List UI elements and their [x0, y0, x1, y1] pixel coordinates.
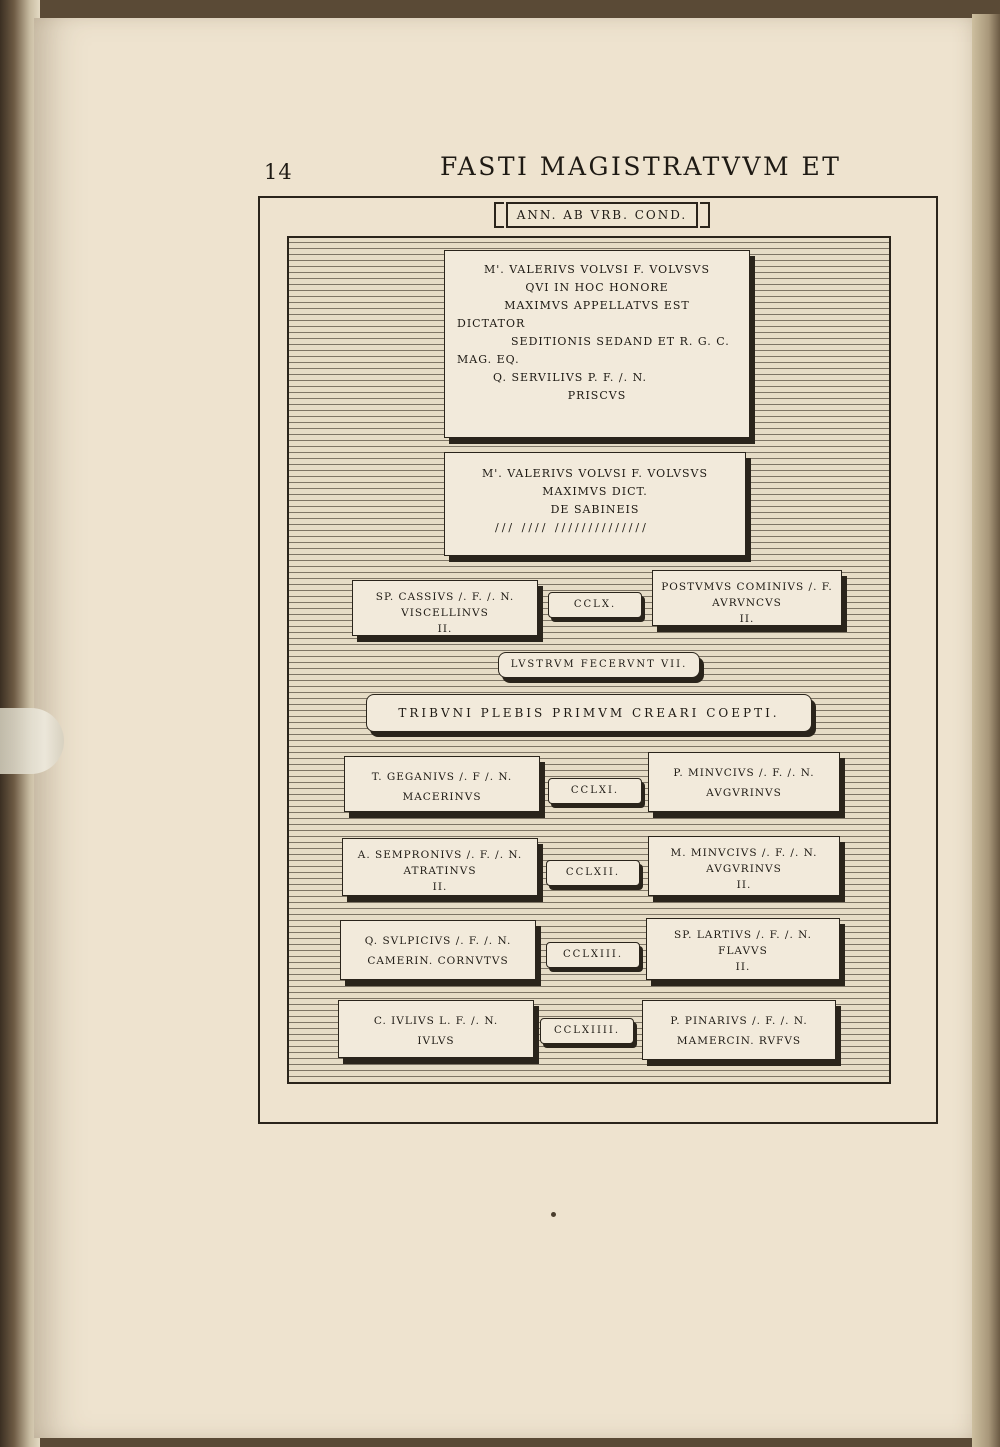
- tablet-line: MACERINVS: [402, 791, 482, 803]
- consul-right-261: [648, 752, 840, 812]
- header-label: ANN. AB VRB. COND.: [506, 202, 698, 228]
- running-head: FASTI MAGISTRATVVM ET: [440, 152, 842, 181]
- tablet-line: C. IVLIVS L. F. /. N.: [373, 1015, 499, 1027]
- tablet-line: M'. VALERIVS VOLVSI F. VOLVSVS: [483, 263, 711, 276]
- tablet-line: AVGVRINVS: [706, 863, 782, 875]
- consul-left-260: [352, 580, 538, 636]
- tablet-line: P. MINVCIVS /. F. /. N.: [673, 767, 815, 779]
- tablet-line: FLAVVS: [718, 945, 768, 957]
- tablet-line: CAMERIN. CORNVTVS: [367, 955, 509, 967]
- consul-right-263: [646, 918, 840, 980]
- dictator-tablet: [444, 250, 750, 438]
- year-cclxi: CCLXI.: [548, 778, 642, 804]
- tablet-line: SP. CASSIVS /. F. /. N.: [375, 591, 515, 603]
- triumph-tablet: [444, 452, 746, 556]
- page-edges: [972, 14, 1000, 1447]
- tablet-line: MAXIMVS DICT.: [542, 485, 648, 498]
- year-cclx: CCLX.: [548, 592, 642, 618]
- year-cclxiiii: CCLXIIII.: [540, 1018, 634, 1044]
- consul-left-264: [338, 1000, 534, 1058]
- consul-right-262: [648, 836, 840, 896]
- tablet-line: II.: [432, 881, 448, 893]
- page-number: 14: [264, 160, 293, 184]
- consul-left-262: [342, 838, 538, 896]
- tablet-line: II.: [736, 879, 752, 891]
- tablet-line: M. MINVCIVS /. F. /. N.: [670, 847, 818, 859]
- tablet-line: IVLVS: [417, 1035, 455, 1047]
- bookmark-tab: [0, 708, 64, 774]
- tablet-line: DICTATOR: [457, 317, 526, 330]
- tablet-line: T. GEGANIVS /. F /. N.: [371, 771, 513, 783]
- tablet-line: ATRATINVS: [403, 865, 477, 877]
- tablet-line: MAXIMVS APPELLATVS EST: [504, 299, 690, 312]
- tablet-line: MAMERCIN. RVFVS: [676, 1035, 802, 1047]
- tablet-line: M'. VALERIVS VOLVSI F. VOLVSVS: [481, 467, 709, 480]
- tablet-line: POSTVMVS COMINIVS /. F.: [661, 581, 833, 593]
- year-cclxii: CCLXII.: [546, 860, 640, 886]
- lustrum-banner: LVSTRVM FECERVNT VII.: [498, 652, 700, 678]
- tablet-line: Q. SERVILIVS P. F. /. N.: [493, 371, 648, 384]
- tablet-line: VISCELLINVS: [401, 607, 489, 619]
- consul-left-263: [340, 920, 536, 980]
- tablet-line: P. PINARIVS /. F. /. N.: [670, 1015, 808, 1027]
- tablet-line: DE SABINEIS: [550, 503, 640, 516]
- tribuni-banner: TRIBVNI PLEBIS PRIMVM CREARI COEPTI.: [366, 694, 812, 732]
- tablet-line: PRISCVS: [567, 389, 627, 402]
- tablet-line: AVRVNCVS: [712, 597, 782, 609]
- tablet-line: A. SEMPRONIVS /. F. /. N.: [357, 849, 523, 861]
- consul-right-264: [642, 1000, 836, 1060]
- ink-dot: [551, 1212, 556, 1217]
- tablet-line: II.: [739, 613, 755, 625]
- tablet-line: II.: [735, 961, 751, 973]
- tablet-line: /// //// //////////////: [495, 521, 649, 534]
- tablet-line: QVI IN HOC HONORE: [525, 281, 669, 294]
- year-cclxiii: CCLXIII.: [546, 942, 640, 968]
- tablet-line: Q. SVLPICIVS /. F. /. N.: [364, 935, 512, 947]
- tablet-line: MAG. EQ.: [457, 353, 520, 366]
- consul-right-260: [652, 570, 842, 626]
- tablet-line: II.: [437, 623, 453, 635]
- consul-left-261: [344, 756, 540, 812]
- tablet-line: AVGVRINVS: [706, 787, 782, 799]
- tablet-line: SP. LARTIVS /. F. /. N.: [674, 929, 812, 941]
- tablet-line: SEDITIONIS SEDAND ET R. G. C.: [511, 335, 730, 348]
